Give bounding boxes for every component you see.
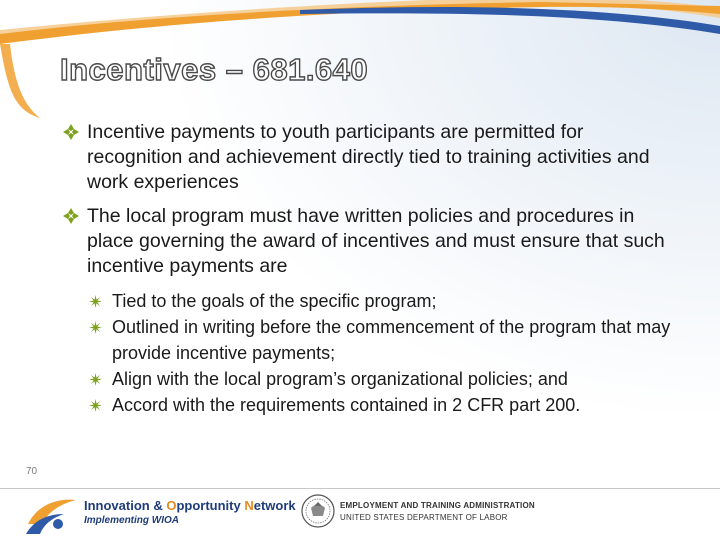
diamond-bullet-icon [62,207,80,225]
sub-bullet-text: Outlined in writing before the commencement of the program that may provide incentive payments; [112,317,671,363]
network-title-part: O [166,498,177,513]
network-title [84,498,296,513]
network-title-part: N [244,498,254,513]
sub-bullet-item [89,314,672,366]
network-title-part: Innovation & [84,498,167,513]
sub-bullet-list [62,288,672,418]
star-bullet-icon [89,373,102,386]
page-number: 70 [26,466,38,477]
network-title-part: etwork [253,498,296,513]
slide-title: Incentives – 681.640 [60,52,369,87]
bullet-item [62,204,672,279]
department-seal-icon [301,494,335,528]
bullet-text: The local program must have written policies and procedures in place governing the award of incentives and must ensure that such incentive payments are [87,205,665,277]
network-title-part: pportunity [176,498,245,513]
sub-bullet-item [89,366,672,392]
star-bullet-icon [89,321,102,334]
star-bullet-icon [89,399,102,412]
sub-bullet-item [89,392,672,418]
network-logo-icon [24,494,80,536]
star-bullet-icon [89,295,102,308]
sub-bullet-text: Align with the local program’s organizational policies; and [112,369,568,389]
sub-bullet-text: Tied to the goals of the specific program; [112,291,437,311]
sub-bullet-text: Accord with the requirements contained in 2 CFR part 200. [112,395,581,415]
bullet-item [62,120,672,195]
footer [0,488,720,540]
department-name: UNITED STATES DEPARTMENT OF LABOR [340,513,508,522]
network-subtitle: Implementing WIOA [84,515,179,526]
bullet-text: Incentive payments to youth participants are permitted for recognition and achievement directly tied to training activities and work experiences [87,121,650,193]
sub-bullet-item [89,288,672,314]
slide-content [62,120,672,418]
diamond-bullet-icon [62,123,80,141]
agency-name: EMPLOYMENT AND TRAINING ADMINISTRATION [340,501,535,510]
